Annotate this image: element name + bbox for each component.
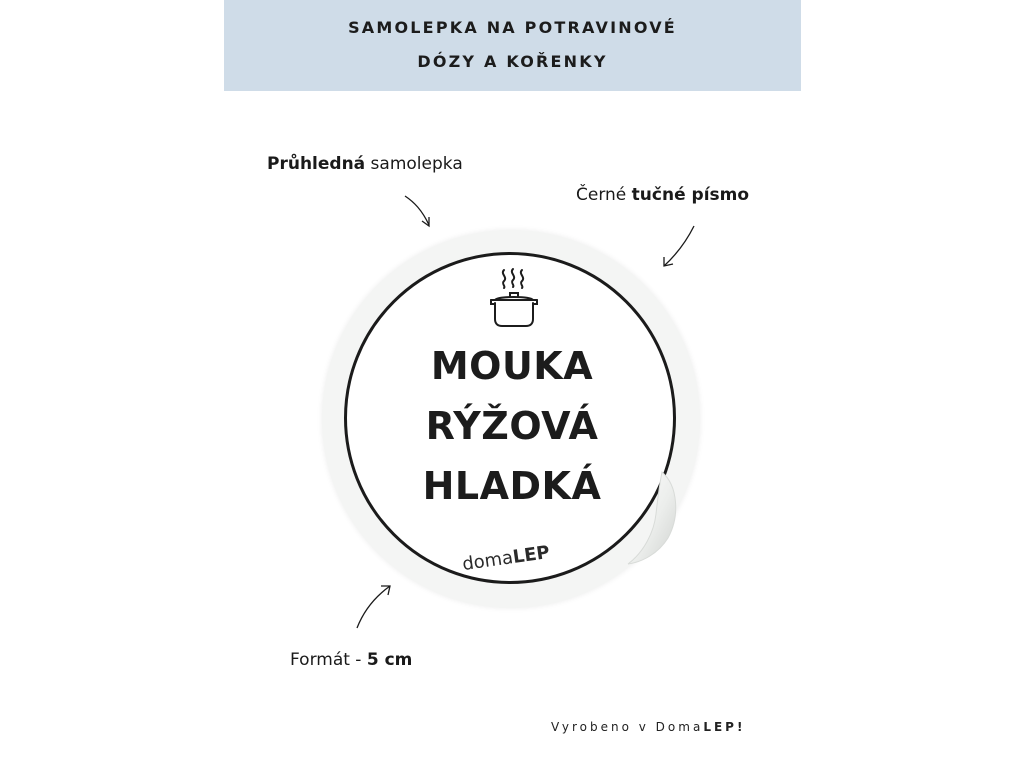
note-bold: 5 cm [366,650,413,670]
note-text: Černé [576,185,632,205]
note-bold-font [576,185,749,205]
arrow-top-left-icon [400,192,436,232]
cooking-pot-icon [484,266,544,330]
footer-credit [551,720,745,734]
note-format [290,650,412,670]
title-banner [224,0,801,91]
footer-text-bold: LEP! [703,720,746,734]
brand-text-bold: LEP [511,541,552,568]
sticker-line-2: RÝŽOVÁ [425,404,599,448]
footer-text: Vyrobeno v Doma [551,720,704,734]
brand-text: doma [460,547,515,576]
note-transparent-sticker [267,154,463,174]
sticker-line-1: MOUKA [430,344,594,388]
sticker-line-3: HLADKÁ [422,464,602,508]
note-text: Formát - [290,650,367,670]
banner-title-line-2: DÓZY A KOŘENKY [417,52,608,71]
note-bold: tučné písmo [631,185,750,205]
note-text: samolepka [365,154,463,174]
peeled-corner-icon [622,466,686,566]
note-bold: Průhledná [267,154,366,174]
sticker-preview [322,230,702,610]
banner-title-line-1: SAMOLEPKA NA POTRAVINOVÉ [348,18,677,37]
